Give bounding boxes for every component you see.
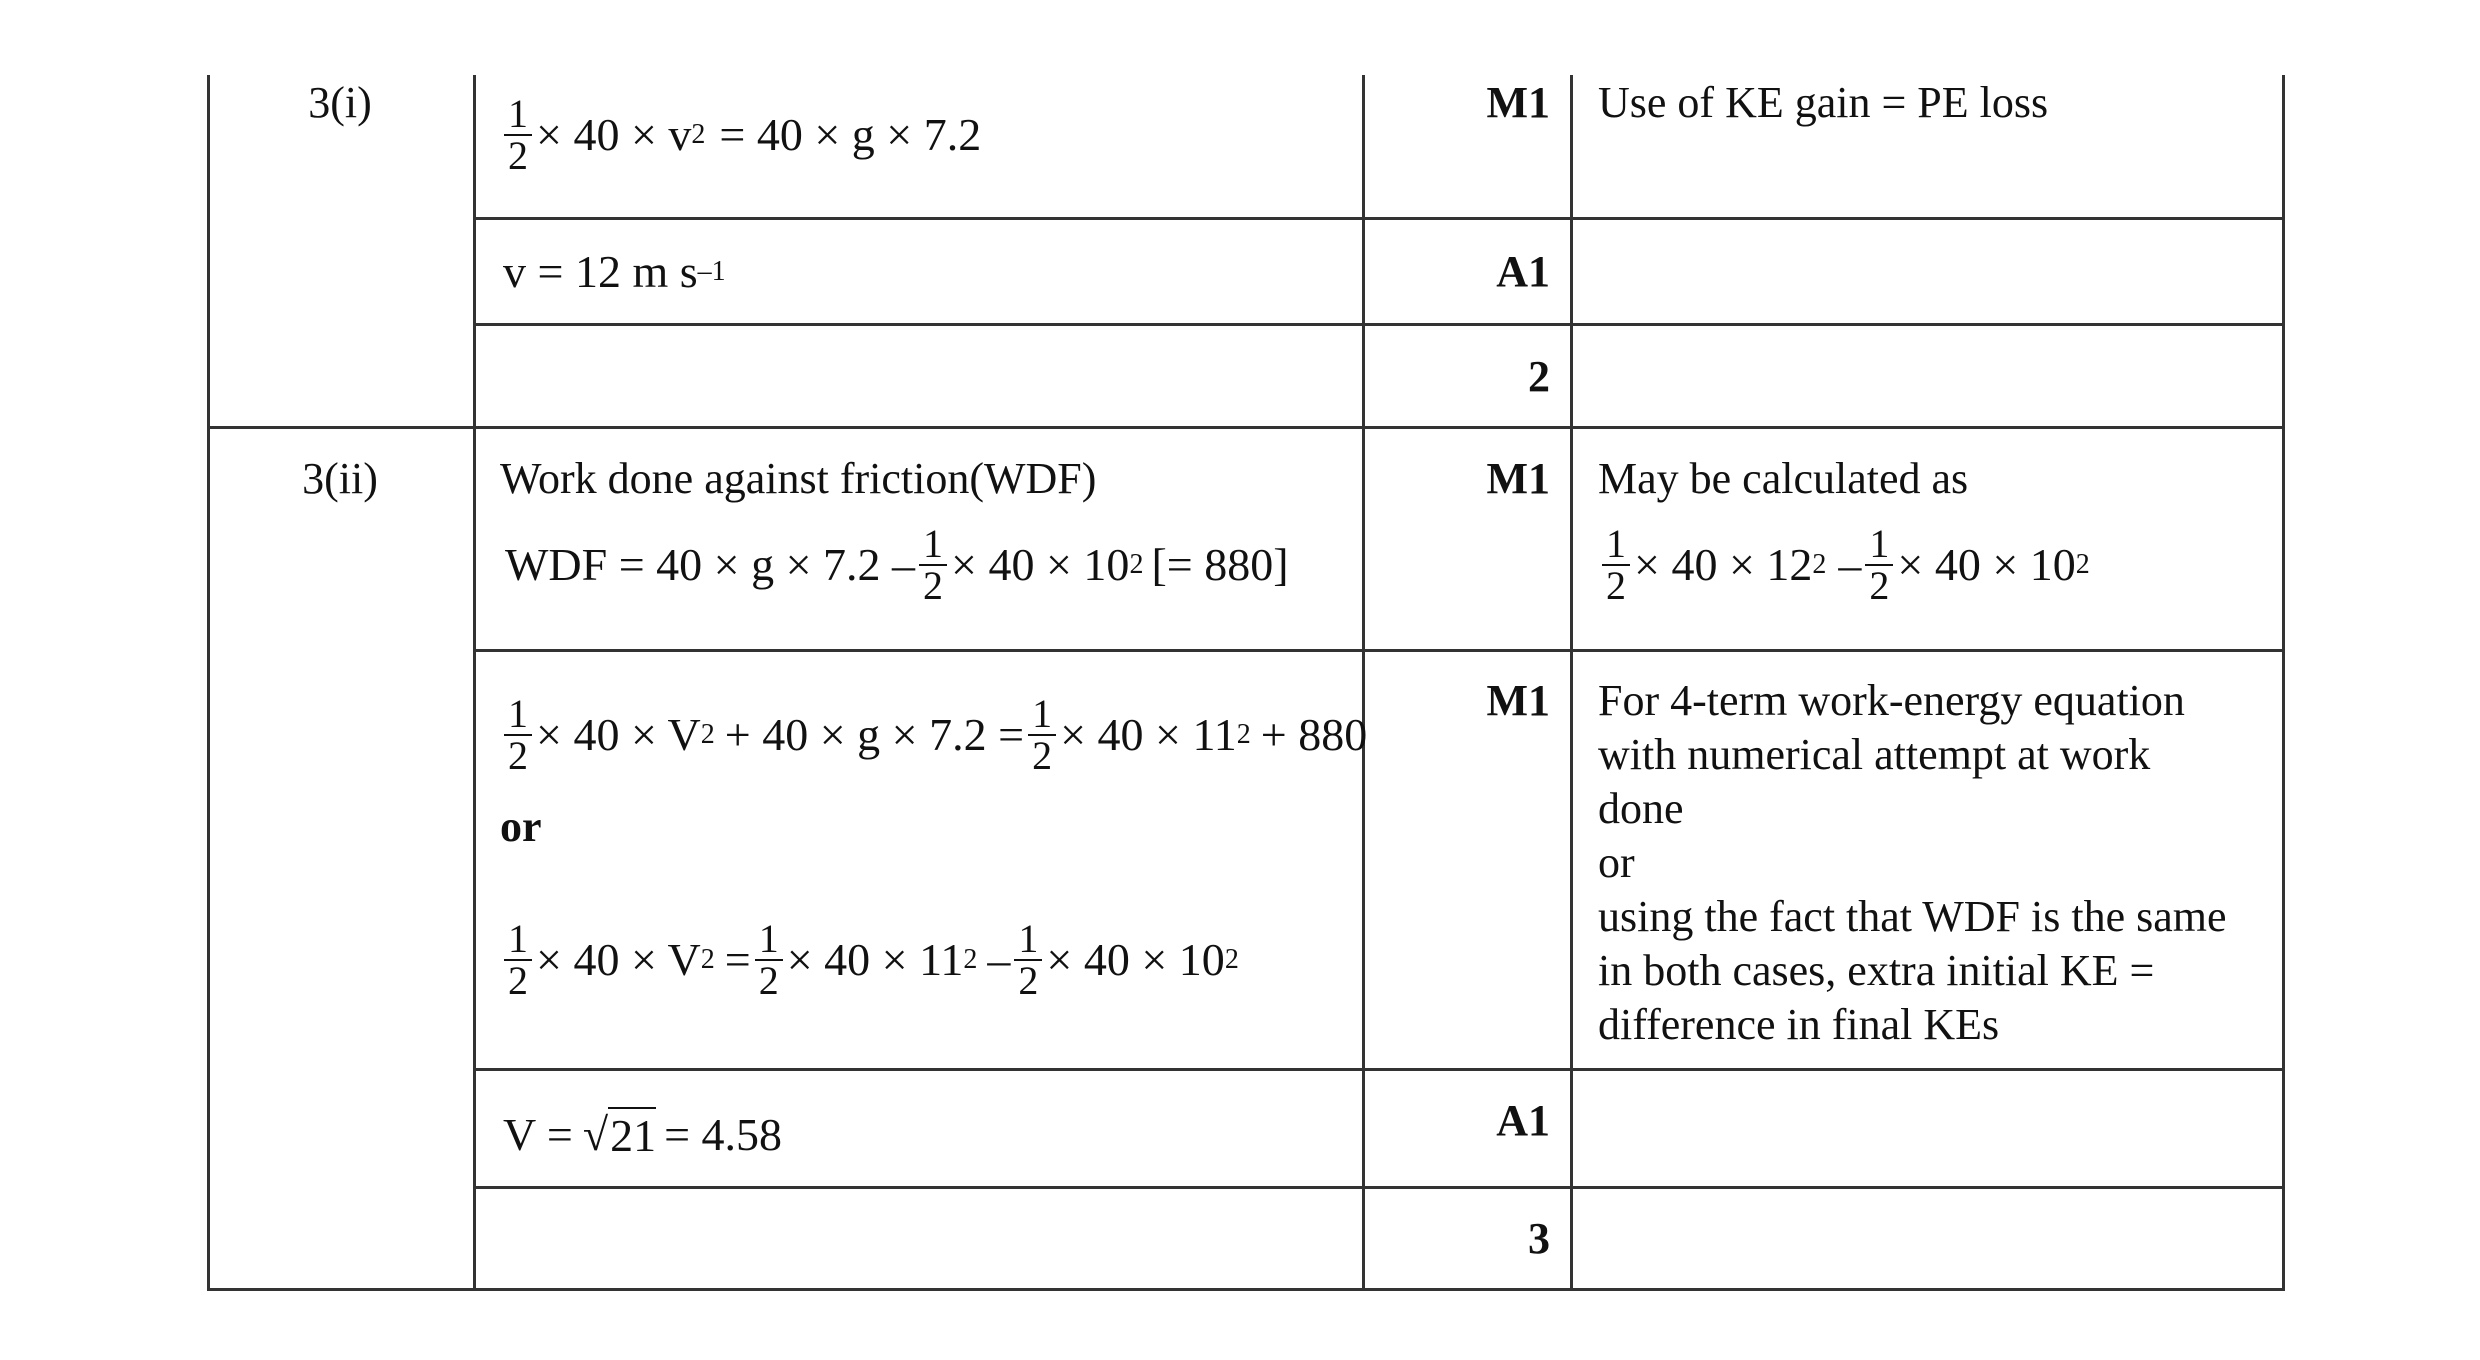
row-divider [473, 1186, 2285, 1189]
mark-total: 3 [1528, 1214, 1550, 1263]
guidance-line: or [1598, 838, 1635, 887]
table-border-mark [1570, 75, 1573, 1290]
table-border-bottom [207, 1288, 2285, 1291]
wdf-equation: WDF = 40 × g × 7.2 – $\frac{1}{2}$ × 40 × 10 2 [= 880] [505, 521, 1289, 608]
guidance-note: Use of KE gain = PE loss [1598, 78, 2049, 127]
table-border-qno [473, 75, 476, 1290]
row-divider [473, 323, 2285, 326]
row-divider [473, 217, 2285, 220]
mark-code: M1 [1486, 454, 1550, 503]
mark-code: M1 [1486, 78, 1550, 127]
fraction-half: $\frac{1}{2}$ [919, 524, 947, 606]
guidance-formula: $\frac{1}{2}$ × 40 × 12 2 – $\frac{1}{2}$ × 40 × 10 2 [1598, 510, 2090, 620]
row-divider [207, 426, 2285, 429]
guidance-line: with numerical attempt at work [1598, 730, 2151, 779]
square-root: 21 [608, 1107, 656, 1163]
fraction-half: $\frac{1}{2}$ [755, 919, 783, 1001]
mark-code: A1 [1496, 247, 1550, 296]
guidance-note-lines [1598, 674, 2227, 1052]
mark-total: 2 [1528, 352, 1550, 401]
table-border-right [2282, 75, 2285, 1290]
fraction-half: $\frac{1}{2}$ [504, 94, 532, 176]
row-divider [473, 1068, 2285, 1071]
guidance-line: difference in final KEs [1598, 1000, 2000, 1049]
fraction-half: $\frac{1}{2}$ [1602, 524, 1630, 606]
wdf-heading: Work done against friction(WDF) [500, 454, 1097, 503]
question-number: 3(ii) [302, 454, 378, 503]
row-divider [473, 649, 2285, 652]
mark-code: M1 [1486, 676, 1550, 725]
fraction-half: $\frac{1}{2}$ [504, 919, 532, 1001]
velocity-result: v = 12 m s –1 [503, 246, 726, 297]
guidance-line: in both cases, extra initial KE = [1598, 946, 2155, 995]
fraction-half: $\frac{1}{2}$ [1865, 524, 1893, 606]
question-number: 3(i) [308, 78, 372, 127]
guidance-note: May be calculated as [1598, 454, 1969, 503]
guidance-line: done [1598, 784, 1684, 833]
table-border-left [207, 428, 210, 1290]
guidance-line: using the fact that WDF is the same [1598, 892, 2227, 941]
work-energy-equation: $\frac{1}{2}$ × 40 × V 2 + 40 × g × 7.2 = $\frac{1}{2}$ × 40 × 11 2 + 880 [500, 680, 1367, 790]
or-label: or [500, 802, 542, 851]
fraction-half: $\frac{1}{2}$ [1028, 694, 1056, 776]
final-velocity: V = √ 21 = 4.58 [503, 1109, 783, 1161]
fraction-half: $\frac{1}{2}$ [1014, 919, 1042, 1001]
alternative-equation: $\frac{1}{2}$ × 40 × V 2 = $\frac{1}{2}$ × 40 × 11 2 – $\frac{1}{2}$ × 40 × 10 2 [500, 905, 1239, 1015]
guidance-line: For 4-term work-energy equation [1598, 676, 2185, 725]
mark-code: A1 [1496, 1096, 1550, 1145]
energy-equation: $\frac{1}{2}$ × 40 × v 2 = 40 × g × 7.2 [500, 80, 981, 190]
fraction-half: $\frac{1}{2}$ [504, 694, 532, 776]
